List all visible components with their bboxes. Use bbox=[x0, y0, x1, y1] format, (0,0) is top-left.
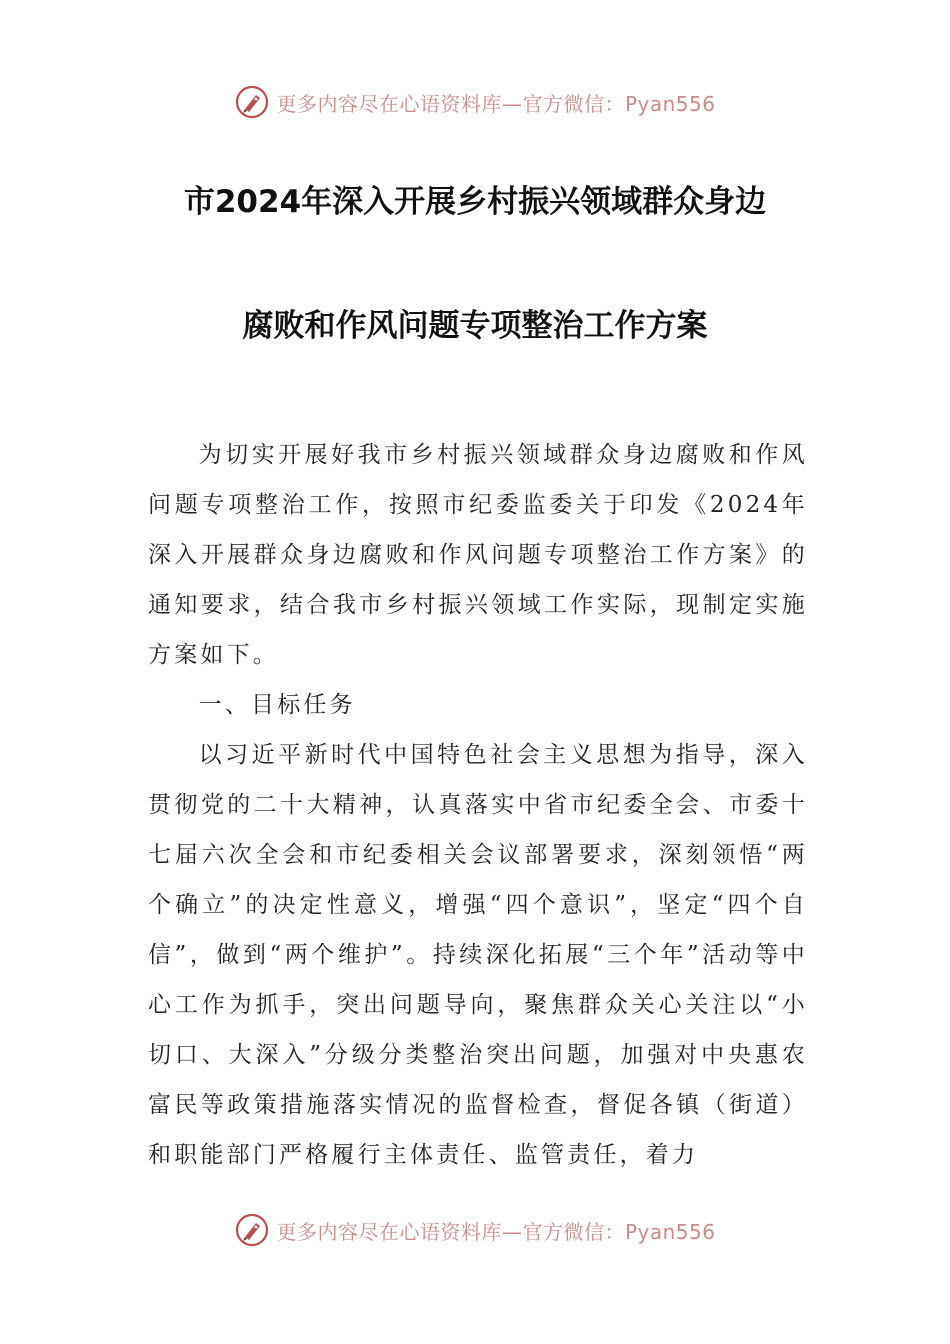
document-title-line1: 市2024年深入开展乡村振兴领域群众身边 bbox=[183, 184, 767, 220]
section-heading: 一、目标任务 bbox=[198, 692, 356, 718]
pen-nib-logo-icon bbox=[234, 1212, 270, 1248]
body-paragraph: 以习近平新时代中国特色社会主义思想为指导，深入贯彻党的二十大精神，认真落实中省市纪委全会、市委十七届六次全会和市纪委相关会议部署要求，深刻领悟“两个确立”的决定性意义，增强“四个意识”，坚定“四个自信”，做到“两个维护”。持续深化拓展“三个年”活动等中心工作为抓手，突出问题导向，聚焦群众关心关注以“小切口、大深入”分级分类整治突出问题，加强对中央惠农富民等政策措施落实情况的监督检查，督促各镇（街道）和职能部门严格履行主体责任、监管责任，着力 bbox=[148, 742, 808, 1168]
watermark-footer bbox=[0, 1210, 950, 1250]
watermark-text: 更多内容尽在心语资料库—官方微信：Pyan556 bbox=[276, 91, 716, 116]
watermark-text: 更多内容尽在心语资料库—官方微信：Pyan556 bbox=[276, 1219, 716, 1244]
intro-paragraph: 为切实开展好我市乡村振兴领域群众身边腐败和作风问题专项整治工作，按照市纪委监委关于印发《2024年深入开展群众身边腐败和作风问题专项整治工作方案》的通知要求，结合我市乡村振兴领域工作实际，现制定实施方案如下。 bbox=[148, 442, 808, 668]
watermark-header bbox=[0, 82, 950, 122]
document-title-line2: 腐败和作风问题专项整治工作方案 bbox=[242, 308, 708, 344]
pen-nib-logo-icon bbox=[234, 84, 270, 120]
document-body bbox=[148, 430, 808, 1180]
